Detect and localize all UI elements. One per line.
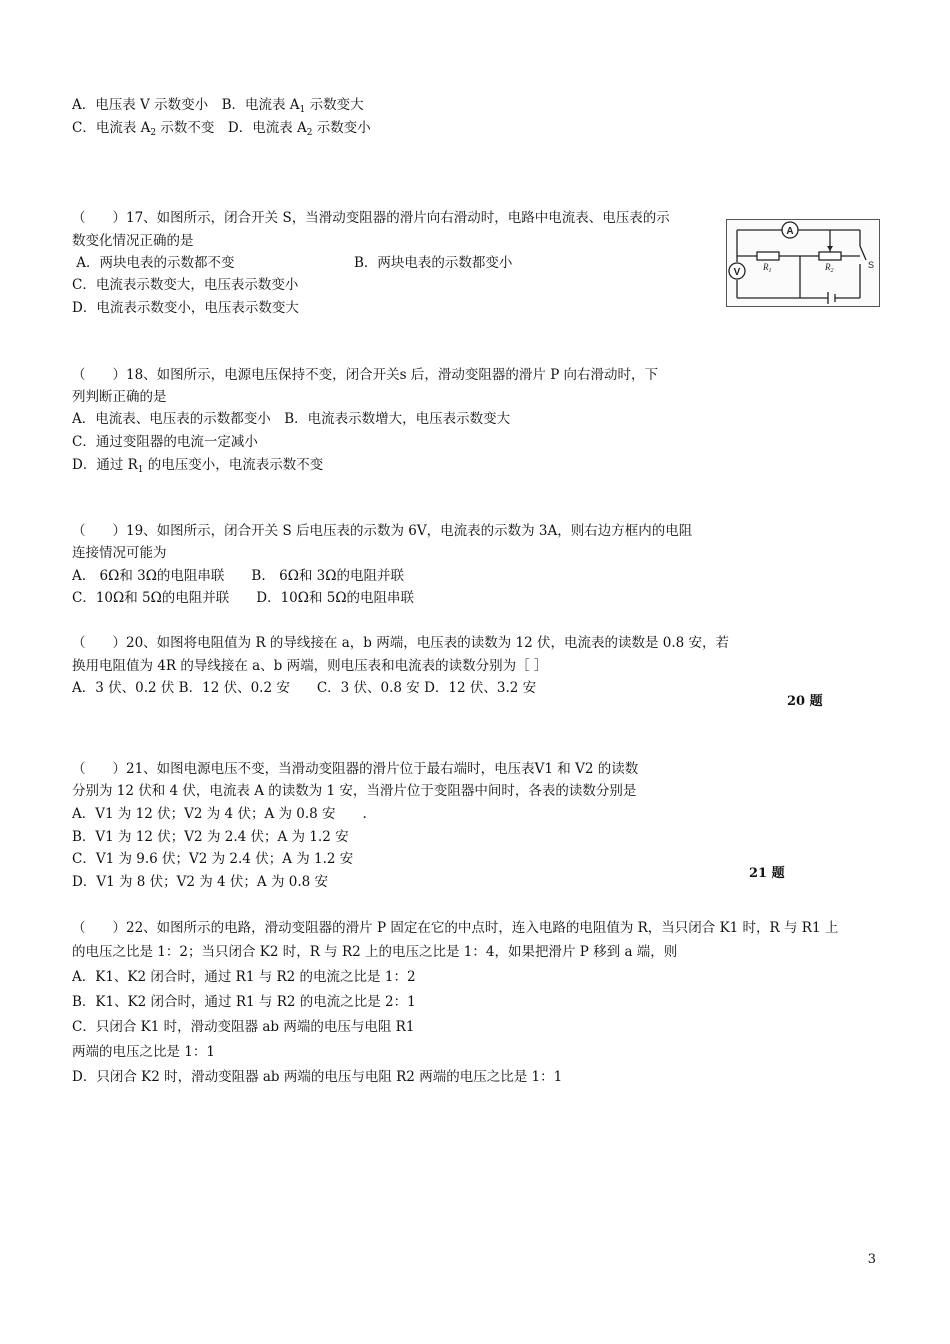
q22-option-a: A．K1、K2 闭合时，通过 R1 与 R2 的电流之比是 1：2 [72, 969, 416, 985]
q21-option-d: D．V1 为 8 伏；V2 为 4 伏；A 为 0.8 安 [72, 874, 329, 890]
ammeter-label: A [786, 226, 794, 237]
q16-options-ab: A．电压表 V 示数变小 B．电流表 $A_1$ 示数变大 [72, 97, 364, 115]
r2-label: $R_2$ [825, 262, 834, 274]
q17-stem-line1: （ ）17、如图所示，闭合开关 S，当滑动变阻器的滑片向右滑动时，电路中电流表、电压表的示 [72, 210, 670, 226]
q18-option-c: C．通过变阻器的电流一定减小 [72, 434, 258, 450]
q17-stem-line2: 数变化情况正确的是 [72, 233, 194, 249]
rheostat-slider-icon [827, 246, 833, 251]
q21-stem-line1: （ ）21、如图电源电压不变，当滑动变阻器的滑片位于最右端时，电压表V1 和 V2 的读数 [72, 761, 639, 777]
rheostat-r2 [819, 252, 841, 260]
resistor-r1 [757, 252, 779, 260]
q20-options: A．3 伏、0.2 伏 B．12 伏、0.2 安 C．3 伏、0.8 安 D．12 伏、3.2 安 [72, 680, 537, 696]
q19-stem-line2: 连接情况可能为 [72, 545, 167, 561]
q17-circuit-diagram [726, 219, 880, 307]
q22-option-d: D．只闭合 K2 时，滑动变阻器 ab 两端的电压与电阻 R2 两端的电压之比是 1：1 [72, 1069, 563, 1085]
q18-stem-line2: 列判断正确的是 [72, 389, 167, 405]
switch-label: S [868, 260, 875, 270]
q20-stem-line1: （ ）20、如图将电阻值为 R 的导线接在 a，b 两端，电压表的读数为 12 伏，电流表的读数是 0.8 安，若 [72, 635, 730, 651]
q19-stem-line1: （ ）19、如图所示，闭合开关 S 后电压表的示数为 6V，电流表的示数为 3A，则右边方框内的电阻 [72, 523, 693, 539]
q17-option-a: A．两块电表的示数都不变 [72, 255, 235, 271]
q17-option-b: B．两块电表的示数都变小 [354, 255, 513, 271]
voltmeter-label: V [733, 267, 741, 278]
q18-stem-line1: （ ）18、如图所示，电源电压保持不变，闭合开关s 后，滑动变阻器的滑片 P 向右滑动时，下 [72, 367, 659, 383]
page-number: 3 [867, 1252, 876, 1267]
q22-option-b: B．K1、K2 闭合时，通过 R1 与 R2 的电流之比是 2：1 [72, 994, 416, 1010]
q18-option-d: D．通过 $R_1$ 的电压变小，电流表示数不变 [72, 457, 324, 475]
q17-option-d: D．电流表示数变小，电压表示数变大 [72, 300, 299, 316]
q19-options-cd: C．10Ω和 5Ω的电阻并联 D．10Ω和 5Ω的电阻串联 [72, 590, 415, 606]
q17-option-c: C．电流表示数变大，电压表示数变小 [72, 277, 299, 293]
q22-stem-line2: 的电压之比是 1：2；当只闭合 K2 时，R 与 R2 上的电压之比是 1：4，如果把滑片 P 移到 a 端，则 [72, 944, 678, 960]
q21-option-b: B．V1 为 12 伏；V2 为 2.4 伏；A 为 1.2 安 [72, 829, 349, 845]
q22-stem-line1: （ ）22、如图所示的电路，滑动变阻器的滑片 P 固定在它的中点时，连入电路的电阻值为 R，当只闭合 K1 时，R 与 R1 上 [72, 920, 839, 936]
r1-label: $R_1$ [763, 262, 772, 274]
q21-option-a: A．V1 为 12 伏；V2 为 4 伏；A 为 0.8 安 . [72, 806, 367, 822]
q21-figure-tag: 21 题 [749, 866, 785, 881]
q21-option-c: C．V1 为 9.6 伏；V2 为 2.4 伏；A 为 1.2 安 [72, 851, 354, 867]
circuit-svg [727, 220, 879, 306]
q20-stem-line2: 换用电阻值为 4R 的导线接在 a、b 两端，则电压表和电流表的读数分别为［ ］ [72, 658, 548, 674]
q21-stem-line2: 分别为 12 伏和 4 伏，电流表 A 的读数为 1 安，当滑片位于变阻器中间时，各表的读数分别是 [72, 783, 637, 799]
q18-options-ab: A．电流表、电压表的示数都变小 B．电流表示数增大，电压表示数变大 [72, 411, 511, 427]
q22-option-c-line1: C．只闭合 K1 时，滑动变阻器 ab 两端的电压与电阻 R1 [72, 1019, 415, 1035]
q22-option-c-line2: 两端的电压之比是 1：1 [72, 1044, 215, 1060]
q20-figure-tag: 20 题 [787, 694, 823, 709]
q19-options-ab: A. 6Ω和 3Ω的电阻串联 B. 6Ω和 3Ω的电阻并联 [72, 568, 404, 584]
q16-options-cd: C．电流表 $A_2$ 示数不变 D．电流表 $A_2$ 示数变小 [72, 120, 371, 138]
